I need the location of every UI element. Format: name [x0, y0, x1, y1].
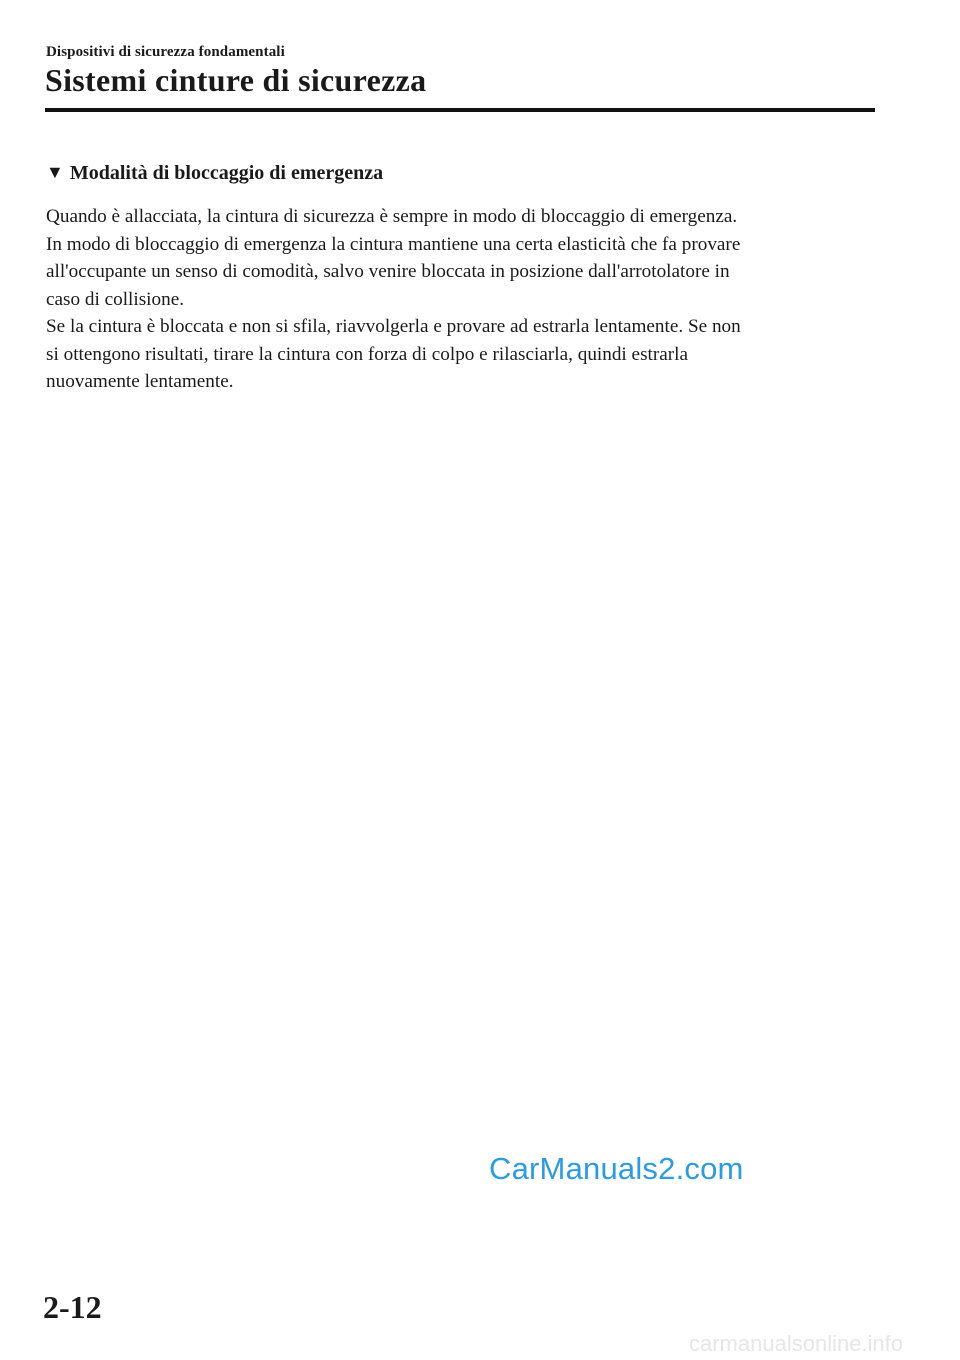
body-line: caso di collisione. — [46, 288, 185, 310]
body-line: si ottengono risultati, tirare la cintura con forza di colpo e rilasciarla, quindi estrarla — [46, 343, 689, 365]
body-line: nuovamente lentamente. — [46, 371, 234, 392]
chapter-label: Dispositivi di sicurezza fondamentali — [46, 44, 285, 60]
watermark-logo: CarManuals2.com — [489, 1151, 744, 1186]
body-line: In modo di bloccaggio di emergenza la cintura mantiene una certa elasticità che fa provare — [46, 233, 741, 255]
page-number: 2-12 — [43, 1289, 102, 1325]
section-heading — [46, 162, 383, 185]
body-line: Se la cintura è bloccata e non si sfila, riavvolgerla e provare ad estrarla lentamente. Se non — [46, 316, 741, 337]
triangle-down-icon: ▼ — [46, 162, 64, 182]
body-line: Quando è allacciata, la cintura di sicurezza è sempre in modo di bloccaggio di emergenza. — [46, 206, 738, 227]
page-title: Sistemi cinture di sicurezza — [45, 62, 427, 98]
title-divider — [45, 108, 875, 112]
section-heading-text: Modalità di bloccaggio di emergenza — [69, 162, 384, 184]
body-line: all'occupante un senso di comodità, salvo venire bloccata in posizione dall'arrotolatore in — [46, 261, 730, 282]
footer-url-watermark: carmanualsonline.info — [689, 1331, 904, 1356]
body-paragraph — [46, 203, 876, 396]
